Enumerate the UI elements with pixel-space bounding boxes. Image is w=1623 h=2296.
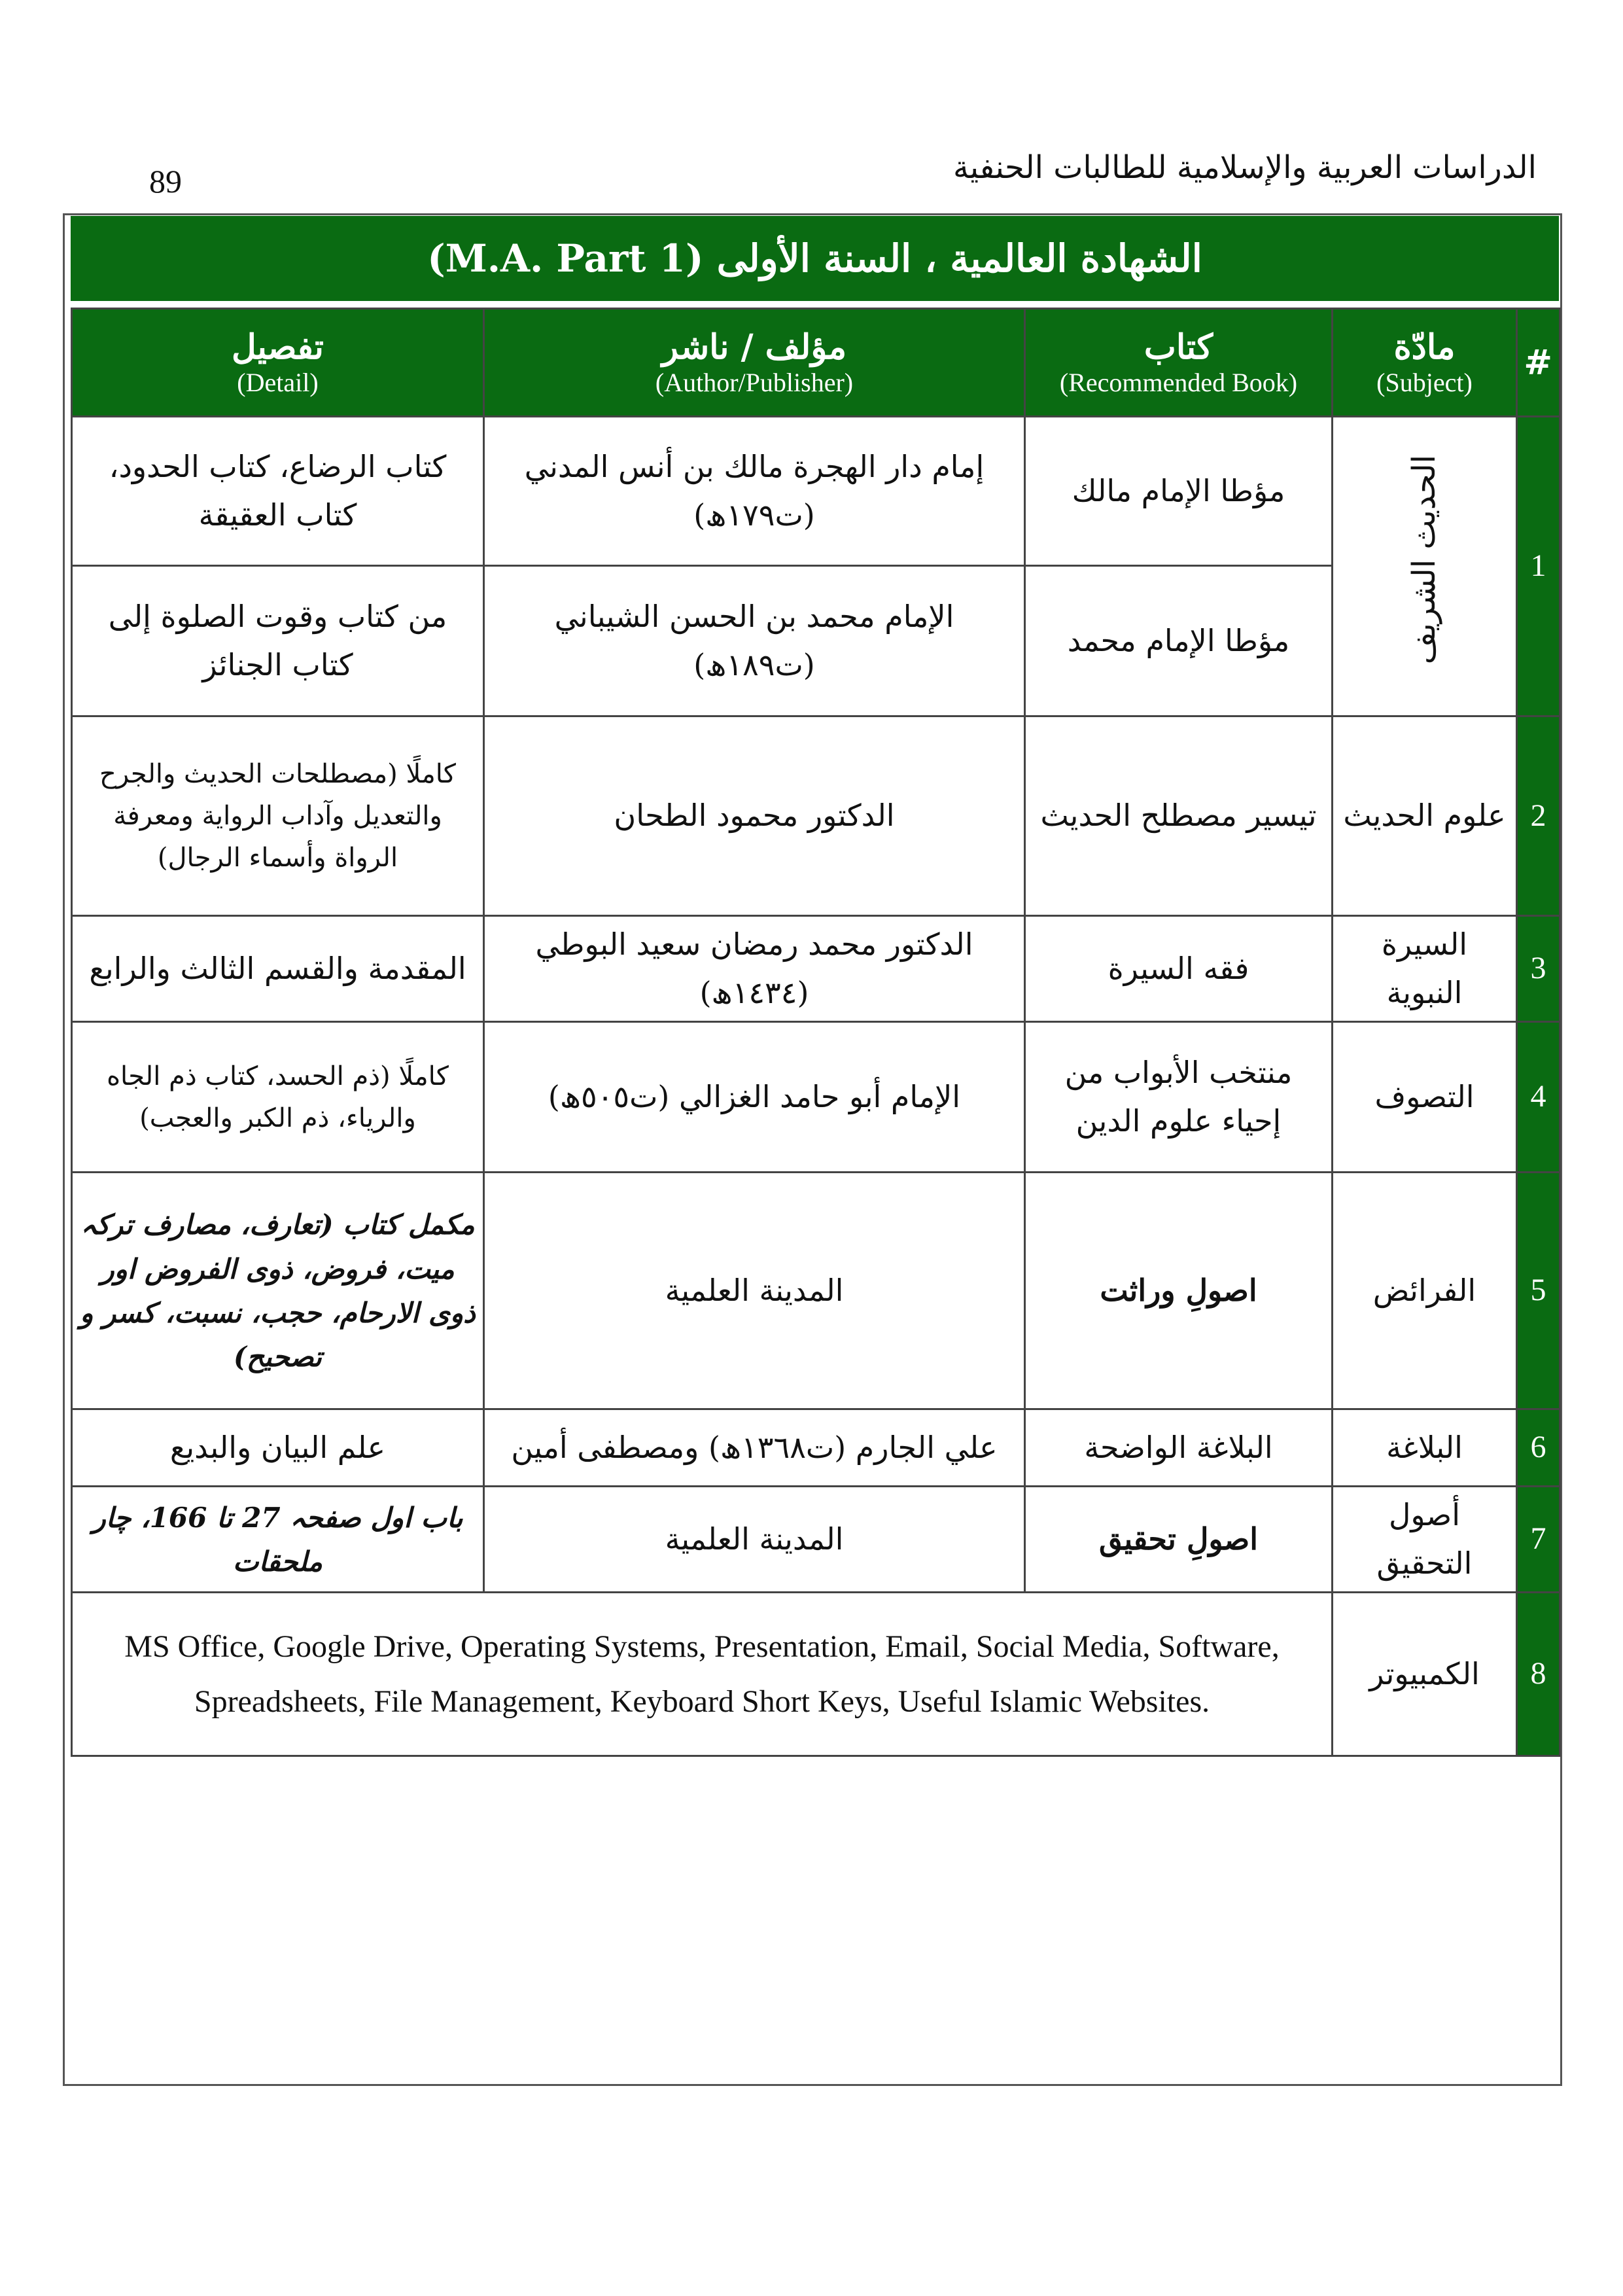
col-author (484, 309, 1025, 417)
book-cell: اصولِ وراثت (1025, 1173, 1333, 1409)
detail-cell: المقدمة والقسم الثالث والرابع (72, 916, 484, 1022)
running-title: الدراسات العربية والإسلامية للطالبات الحنفية (953, 149, 1537, 186)
col-book (1025, 309, 1333, 417)
subject-cell: الفرائض (1333, 1173, 1517, 1409)
book-cell: البلاغة الواضحة (1025, 1409, 1333, 1487)
subject-text: الحديث الشريف (1406, 454, 1443, 664)
book-cell: مؤطا الإمام محمد (1025, 566, 1333, 716)
col-book-en: (Recommended Book) (1059, 368, 1298, 397)
blank-area (71, 1714, 1559, 2081)
subject-cell: السيرة النبوية (1333, 916, 1517, 1022)
detail-cell: مکمل کتاب (تعارف، مصارف ترکہ میت، فروض، ذوی الفروض اور ذوی الارحام، حجب، نسبت، کسر و تصحیح) (72, 1173, 484, 1409)
subject-cell (1333, 417, 1517, 716)
col-detail (72, 309, 484, 417)
table-row (72, 417, 1560, 566)
author-cell: إمام دار الهجرة مالك بن أنس المدني (ت١٧٩ھ) (484, 417, 1025, 566)
subject-cell: أصول التحقيق (1333, 1487, 1517, 1593)
section-title: الشهادة العالمية ، السنة الأولى (M.A. Part 1) (71, 216, 1559, 301)
col-author-ar: مؤلف / ناشر (661, 327, 847, 367)
table-row (72, 916, 1560, 1022)
col-subject-en: (Subject) (1376, 368, 1473, 397)
table-row (72, 716, 1560, 916)
detail-cell: كاملًا (مصطلحات الحديث والجرح والتعديل وآداب الرواية ومعرفة الرواة وأسماء الرجال) (72, 716, 484, 916)
table-row (72, 1487, 1560, 1593)
row-number: 2 (1517, 716, 1560, 916)
author-cell: الدكتور محمود الطحان (484, 716, 1025, 916)
detail-cell: علم البيان والبديع (72, 1409, 484, 1487)
detail-cell: من كتاب وقوت الصلوة إلى كتاب الجنائز (72, 566, 484, 716)
col-subject (1333, 309, 1517, 417)
subject-cell: علوم الحديث (1333, 716, 1517, 916)
row-number: 7 (1517, 1487, 1560, 1593)
detail-cell: باب اول صفحہ 27 تا 166، چار ملحقات (72, 1487, 484, 1593)
header-row (72, 309, 1560, 417)
book-cell: فقه السيرة (1025, 916, 1333, 1022)
table-row (72, 1173, 1560, 1409)
detail-cell: كتاب الرضاع، كتاب الحدود، كتاب العقيقة (72, 417, 484, 566)
row-number: 8 (1517, 1593, 1560, 1756)
row-number: 6 (1517, 1409, 1560, 1487)
col-subject-ar: مادّة (1393, 327, 1456, 367)
col-detail-ar: تفصيل (232, 327, 324, 367)
page-number: 89 (149, 163, 182, 200)
row-number: 5 (1517, 1173, 1560, 1409)
row-number: 3 (1517, 916, 1560, 1022)
subject-cell: التصوف (1333, 1022, 1517, 1173)
row-number: 1 (1517, 417, 1560, 716)
subject-cell: الكمبيوتر (1333, 1593, 1517, 1756)
author-cell: الإمام أبو حامد الغزالي (ت٥٠٥ھ) (484, 1022, 1025, 1173)
col-num: # (1517, 309, 1560, 417)
author-cell: علي الجارم (ت١٣٦٨ھ) ومصطفى أمين (484, 1409, 1025, 1487)
detail-cell: كاملًا (ذم الحسد، كتاب ذم الجاه والرياء، ذم الكبر والعجب) (72, 1022, 484, 1173)
author-cell: الإمام محمد بن الحسن الشيباني (ت١٨٩ھ) (484, 566, 1025, 716)
author-cell: الدكتور محمد رمضان سعيد البوطي (١٤٣٤ھ) (484, 916, 1025, 1022)
table-row (72, 1022, 1560, 1173)
book-cell: اصولِ تحقیق (1025, 1487, 1333, 1593)
table-row (72, 1409, 1560, 1487)
subject-cell: البلاغة (1333, 1409, 1517, 1487)
book-cell: مؤطا الإمام مالك (1025, 417, 1333, 566)
book-cell: تيسير مصطلح الحديث (1025, 716, 1333, 916)
col-detail-en: (Detail) (237, 368, 319, 397)
col-author-en: (Author/Publisher) (655, 368, 854, 397)
row-number: 4 (1517, 1022, 1560, 1173)
curriculum-table (71, 308, 1561, 1757)
author-cell: المدينة العلمية (484, 1173, 1025, 1409)
detail-cell: MS Office, Google Drive, Operating Systems, Presentation, Email, Social Media, Software, Spreadsheets, File Management, Keyboard Short Keys, Useful Islamic Websites. (72, 1593, 1333, 1756)
col-book-ar: كتاب (1143, 327, 1213, 367)
book-cell: منتخب الأبواب من إحياء علوم الدين (1025, 1022, 1333, 1173)
author-cell: المدينة العلمية (484, 1487, 1025, 1593)
